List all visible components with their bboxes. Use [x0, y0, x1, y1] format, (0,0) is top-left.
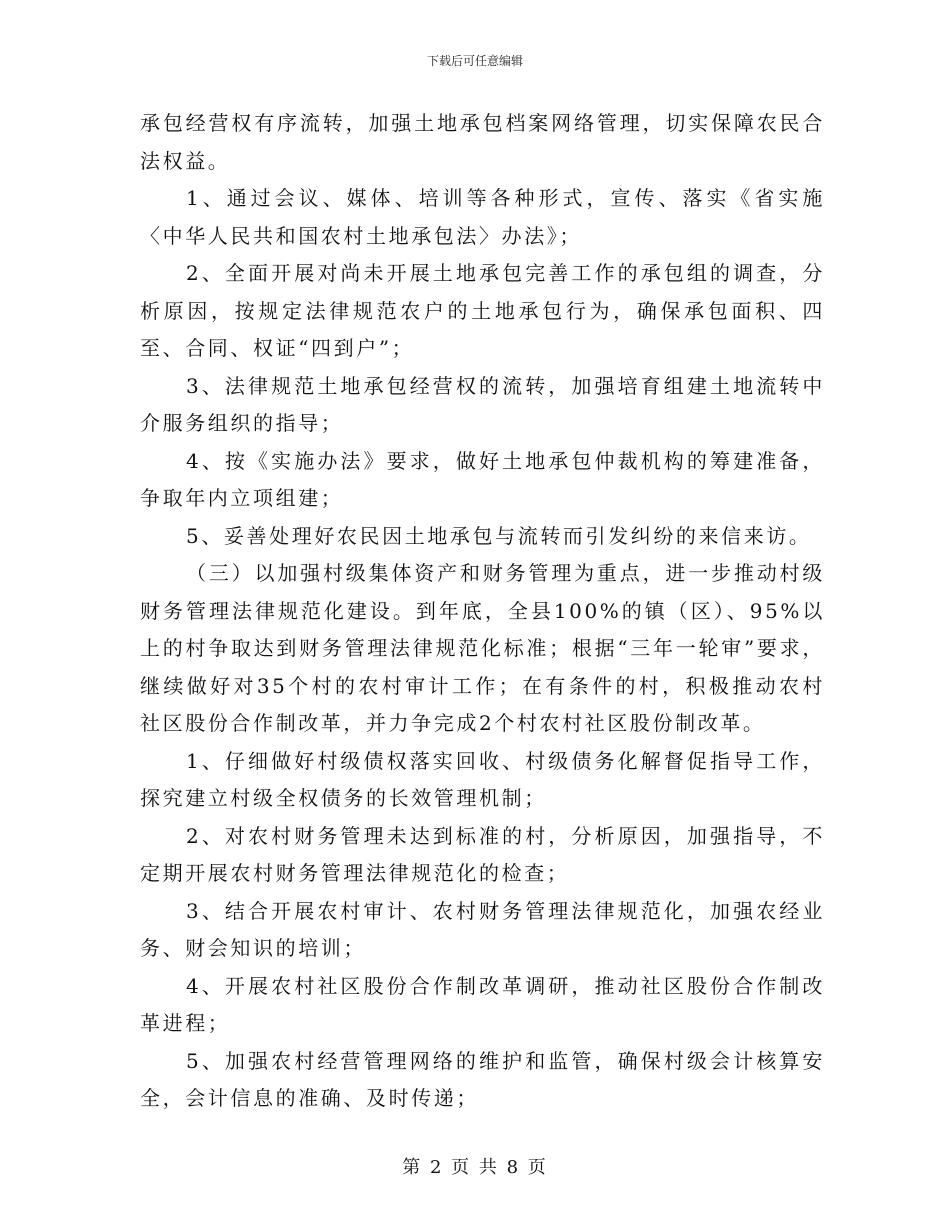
- paragraph-item-4-arbitration: 4、按《实施办法》要求，做好土地承包仲裁机构的筹建准备，争取年内立项组建；: [140, 448, 825, 510]
- paragraph-continuation: 承包经营权有序流转，加强土地承包档案网络管理，切实保障农民合法权益。: [140, 111, 825, 173]
- paragraph-section-3: （三）以加强村级集体资产和财务管理为重点，进一步推动村级财务管理法律规范化建设。到年底，全县100%的镇（区）、95%以上的村争取达到财务管理法律规范化标准；根据“三年一轮审”要求，继续做好对35个村的农村审计工作；在有条件的村，积极推动农村社区股份合作制改革，并力争完成2个村农村社区股份制改革。: [140, 561, 825, 735]
- paragraph-item-4-reform: 4、开展农村社区股份合作制改革调研，推动社区股份合作制改革进程；: [140, 973, 825, 1035]
- paragraph-item-2-survey: 2、全面开展对尚未开展土地承包完善工作的承包组的调查，分析原因，按规定法律规范农户的土地承包行为，确保承包面积、四至、合同、权证“四到户”；: [140, 261, 825, 360]
- paragraph-item-1-debts: 1、仔细做好村级债权落实回收、村级债务化解督促指导工作，探究建立村级全权债务的长效管理机制；: [140, 748, 825, 810]
- paragraph-item-1-publicity: 1、通过会议、媒体、培训等各种形式，宣传、落实《省实施〈中华人民共和国农村土地承包法〉办法》；: [140, 186, 825, 248]
- paragraph-item-3-transfer: 3、法律规范土地承包经营权的流转，加强培育组建土地流转中介服务组织的指导；: [140, 373, 825, 435]
- paragraph-item-2-inspection: 2、对农村财务管理未达到标准的村，分析原因，加强指导，不定期开展农村财务管理法律规范化的检查；: [140, 823, 825, 885]
- page-header: 下载后可任意编辑: [426, 54, 523, 68]
- document-body: [140, 105, 825, 1118]
- paragraph-item-5-network: 5、加强农村经营管理网络的维护和监管，确保村级会计核算安全，会计信息的准确、及时传递；: [140, 1048, 825, 1110]
- paragraph-item-5-disputes: 5、妥善处理好农民因土地承包与流转而引发纠纷的来信来访。: [186, 523, 812, 548]
- paragraph-item-3-training: 3、结合开展农村审计、农村财务管理法律规范化，加强农经业务、财会知识的培训；: [140, 898, 825, 960]
- page-number: 第 2 页 共 8 页: [402, 1157, 548, 1178]
